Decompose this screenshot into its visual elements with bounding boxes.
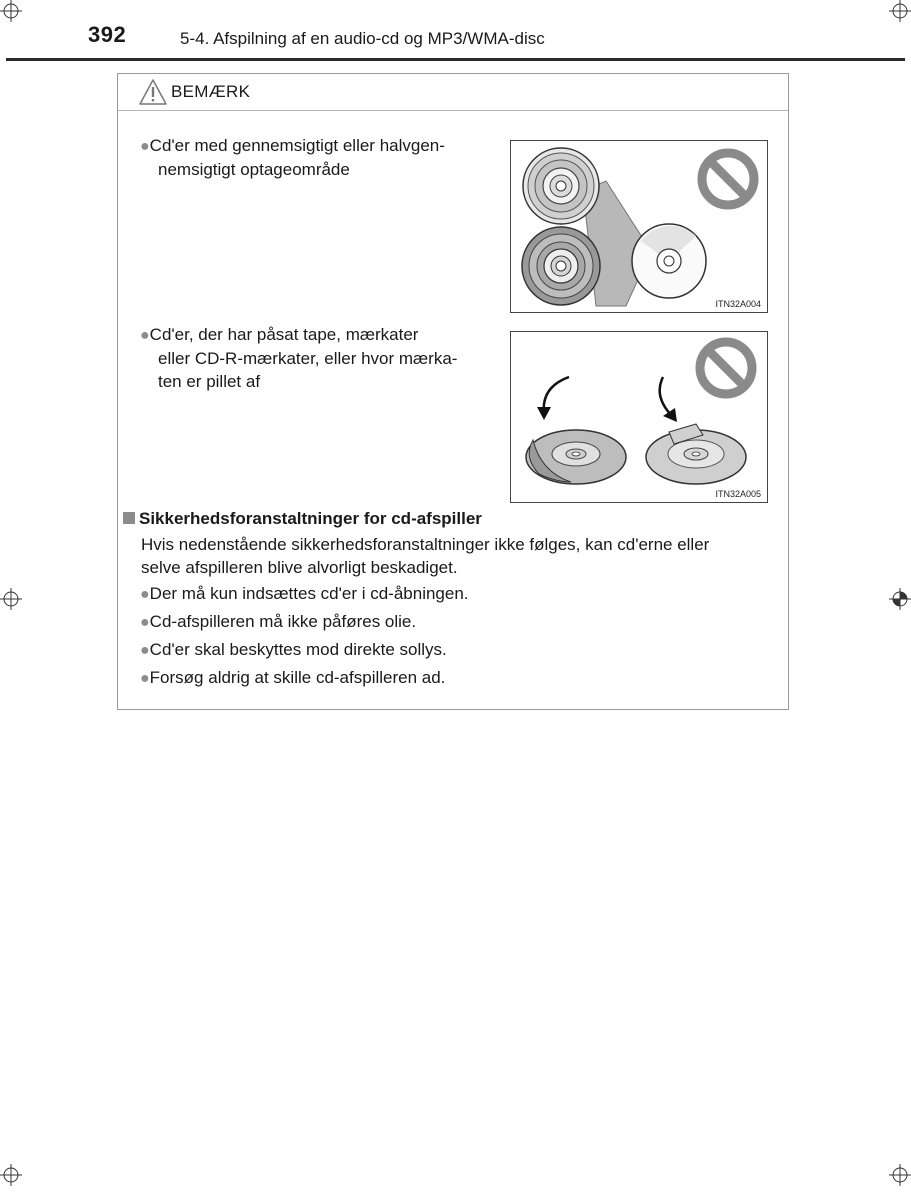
disc-icon: [632, 224, 706, 298]
figure-code: ITN32A005: [715, 489, 761, 499]
circle-bullet-icon: ●: [140, 138, 150, 155]
figure-code: ITN32A004: [715, 299, 761, 309]
circle-bullet-icon: ●: [140, 642, 150, 659]
precautions-intro: [141, 533, 709, 579]
disc-icon: [522, 227, 600, 305]
list-item: [140, 323, 500, 393]
list-item: [140, 666, 445, 690]
circle-bullet-icon: ●: [140, 586, 150, 603]
disc-icon: [646, 424, 746, 484]
list-item: [140, 134, 445, 181]
bullet-text: Cd-afspilleren må ikke påføres olie.: [149, 612, 417, 631]
item1-line1: Cd'er med gennemsigtigt eller halvgen-: [149, 136, 445, 155]
circle-bullet-icon: ●: [140, 327, 150, 344]
circle-bullet-icon: ●: [140, 670, 150, 687]
section-heading: [123, 509, 482, 529]
square-bullet-icon: [123, 512, 135, 524]
precautions-heading: Sikkerhedsforanstaltninger for cd-afspiller: [139, 509, 482, 528]
registration-mark-icon: [889, 1164, 911, 1186]
page-number: 392: [88, 22, 127, 47]
disc-icon: [523, 148, 599, 224]
warning-triangle-icon: [138, 78, 168, 106]
intro-line2: selve afspilleren blive alvorligt beskadiget.: [141, 558, 458, 577]
figure-labeled-discs: [510, 331, 768, 503]
item2-line1: Cd'er, der har påsat tape, mærkater: [149, 325, 419, 344]
registration-mark-icon: [889, 0, 911, 22]
registration-mark-icon: [0, 1164, 22, 1186]
bullet-text: Cd'er skal beskyttes mod direkte sollys.: [149, 640, 447, 659]
registration-mark-icon: [889, 588, 911, 610]
item2-line3: ten er pillet af: [158, 372, 261, 391]
bullet-text: Der må kun indsættes cd'er i cd-åbningen.: [149, 584, 469, 603]
notice-header: [118, 74, 788, 111]
header-divider: [6, 58, 905, 61]
registration-mark-icon: [0, 588, 22, 610]
list-item: [140, 638, 447, 662]
intro-line1: Hvis nedenstående sikkerhedsforanstaltninger ikke følges, kan cd'erne eller: [141, 535, 710, 554]
disc-icon: [526, 430, 626, 484]
figure-transparent-discs: [510, 140, 768, 313]
prohibited-sign-icon: [700, 342, 752, 394]
bullet-text: Forsøg aldrig at skille cd-afspilleren ad.: [149, 668, 446, 687]
prohibited-sign-icon: [702, 153, 754, 205]
section-title: 5-4. Afspilning af en audio-cd og MP3/WMA-disc: [180, 29, 545, 48]
list-item: [140, 582, 469, 606]
list-item: [140, 610, 416, 634]
registration-mark-icon: [0, 0, 22, 22]
item1-line2: nemsigtigt optageområde: [158, 160, 350, 179]
notice-title: BEMÆRK: [171, 82, 251, 101]
circle-bullet-icon: ●: [140, 614, 150, 631]
item2-line2: eller CD-R-mærkater, eller hvor mærka-: [158, 349, 458, 368]
